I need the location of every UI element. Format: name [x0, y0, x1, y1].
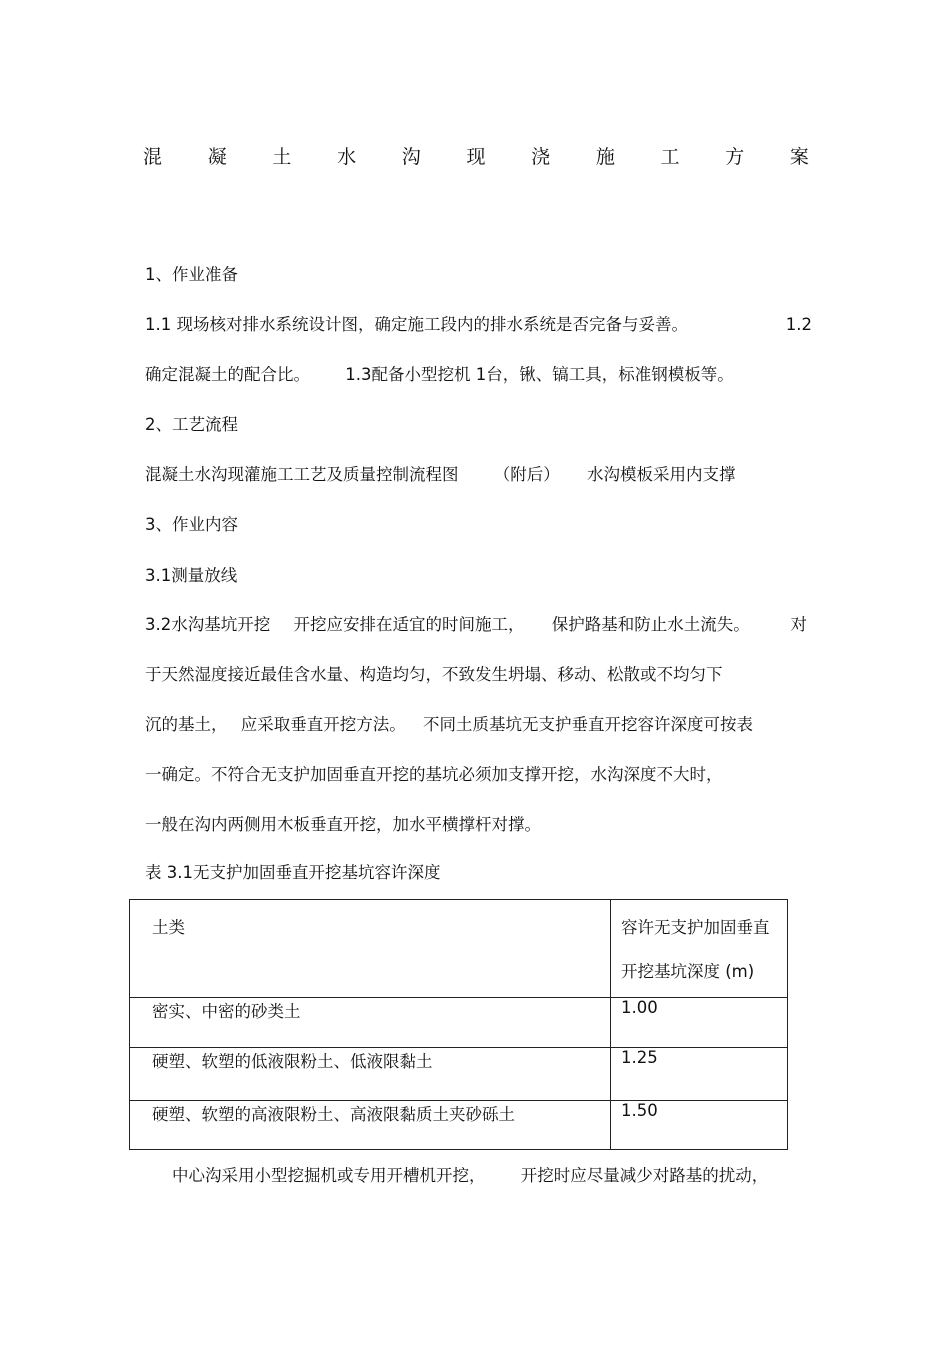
table-cell-depth: 1.00 — [611, 998, 788, 1048]
table-row — [130, 1048, 788, 1101]
depth-table — [129, 899, 788, 1150]
text-segment: 确定混凝土的配合比。 — [145, 365, 310, 384]
title-char: 沟 — [401, 146, 421, 168]
paragraph-line — [145, 314, 812, 336]
title-char: 混 — [143, 146, 163, 168]
section-heading-2: 2、工艺流程 — [145, 415, 238, 434]
title-char: 现 — [466, 146, 486, 168]
title-char: 浇 — [531, 146, 551, 168]
table-row — [130, 1101, 788, 1150]
subsection-heading: 3.1测量放线 — [145, 566, 238, 585]
text-segment: （附后） — [493, 465, 560, 484]
text-segment: 1.1 现场核对排水系统设计图，确定施工段内的排水系统是否完备与妥善。 — [145, 315, 688, 334]
text-segment: 保护路基和防止水土流失。 — [551, 615, 750, 634]
text-segment: 沉的基土， — [145, 715, 228, 734]
title-char: 案 — [789, 146, 809, 168]
table-header-row — [130, 900, 788, 998]
paragraph-line — [145, 614, 807, 636]
text-segment: 混凝土水沟现灌施工工艺及质量控制流程图 — [145, 465, 459, 484]
text-segment: 应采取垂直开挖方法。 — [240, 715, 406, 734]
text-segment: 水沟模板采用内支撑 — [587, 465, 736, 484]
text-segment: 对 — [790, 615, 807, 634]
table-header-cell — [130, 900, 611, 998]
table-row — [130, 998, 788, 1048]
paragraph-line: 一确定。不符合无支护加固垂直开挖的基坑必须加支撑开挖，水沟深度不大时， — [145, 765, 723, 784]
table-cell-soil: 硬塑、软塑的高液限粉土、高液限黏质土夹砂砾土 — [130, 1101, 611, 1150]
paragraph-line — [145, 714, 753, 736]
paragraph-line — [145, 364, 734, 386]
title-char: 土 — [272, 146, 292, 168]
text-segment: 开挖时应尽量减少对路基的扰动， — [520, 1166, 769, 1185]
document-title — [143, 144, 809, 170]
table-cell-depth: 1.50 — [611, 1101, 788, 1150]
text-segment: 1.3配备小型挖机 1台，锹、镐工具，标准钢模板等。 — [345, 365, 734, 384]
paragraph-line — [145, 464, 736, 486]
text-segment: 开挖应安排在适宜的时间施工， — [293, 615, 525, 634]
text-segment: 3.2水沟基坑开挖 — [145, 615, 271, 634]
title-char: 施 — [595, 146, 615, 168]
title-char: 工 — [660, 146, 680, 168]
table-caption: 表 3.1无支护加固垂直开挖基坑容许深度 — [145, 863, 441, 882]
text-segment: 1.2 — [785, 315, 812, 334]
section-heading-1: 1、作业准备 — [145, 265, 238, 284]
title-char: 水 — [337, 146, 357, 168]
table-cell-depth: 1.25 — [611, 1048, 788, 1101]
table-cell-soil: 硬塑、软塑的低液限粉土、低液限黏土 — [130, 1048, 611, 1101]
paragraph-line: 一般在沟内两侧用木板垂直开挖，加水平横撑杆对撑。 — [145, 815, 541, 834]
table-header-cell — [611, 900, 788, 998]
header-depth-label-line1: 容许无支护加固垂直 — [621, 918, 770, 937]
header-depth-label-line2: 开挖基坑深度 (m) — [621, 962, 755, 981]
title-char: 凝 — [207, 146, 227, 168]
text-segment: 中心沟采用小型挖掘机或专用开槽机开挖， — [172, 1166, 486, 1185]
header-soil-label: 土类 — [152, 918, 185, 937]
text-segment: 不同土质基坑无支护垂直开挖容许深度可按表 — [423, 715, 753, 734]
section-heading-3: 3、作业内容 — [145, 515, 238, 534]
title-char: 方 — [725, 146, 745, 168]
paragraph-line — [172, 1165, 768, 1187]
table-cell-soil: 密实、中密的砂类土 — [130, 998, 611, 1048]
paragraph-line: 于天然湿度接近最佳含水量、构造均匀，不致发生坍塌、移动、松散或不均匀下 — [145, 665, 723, 684]
